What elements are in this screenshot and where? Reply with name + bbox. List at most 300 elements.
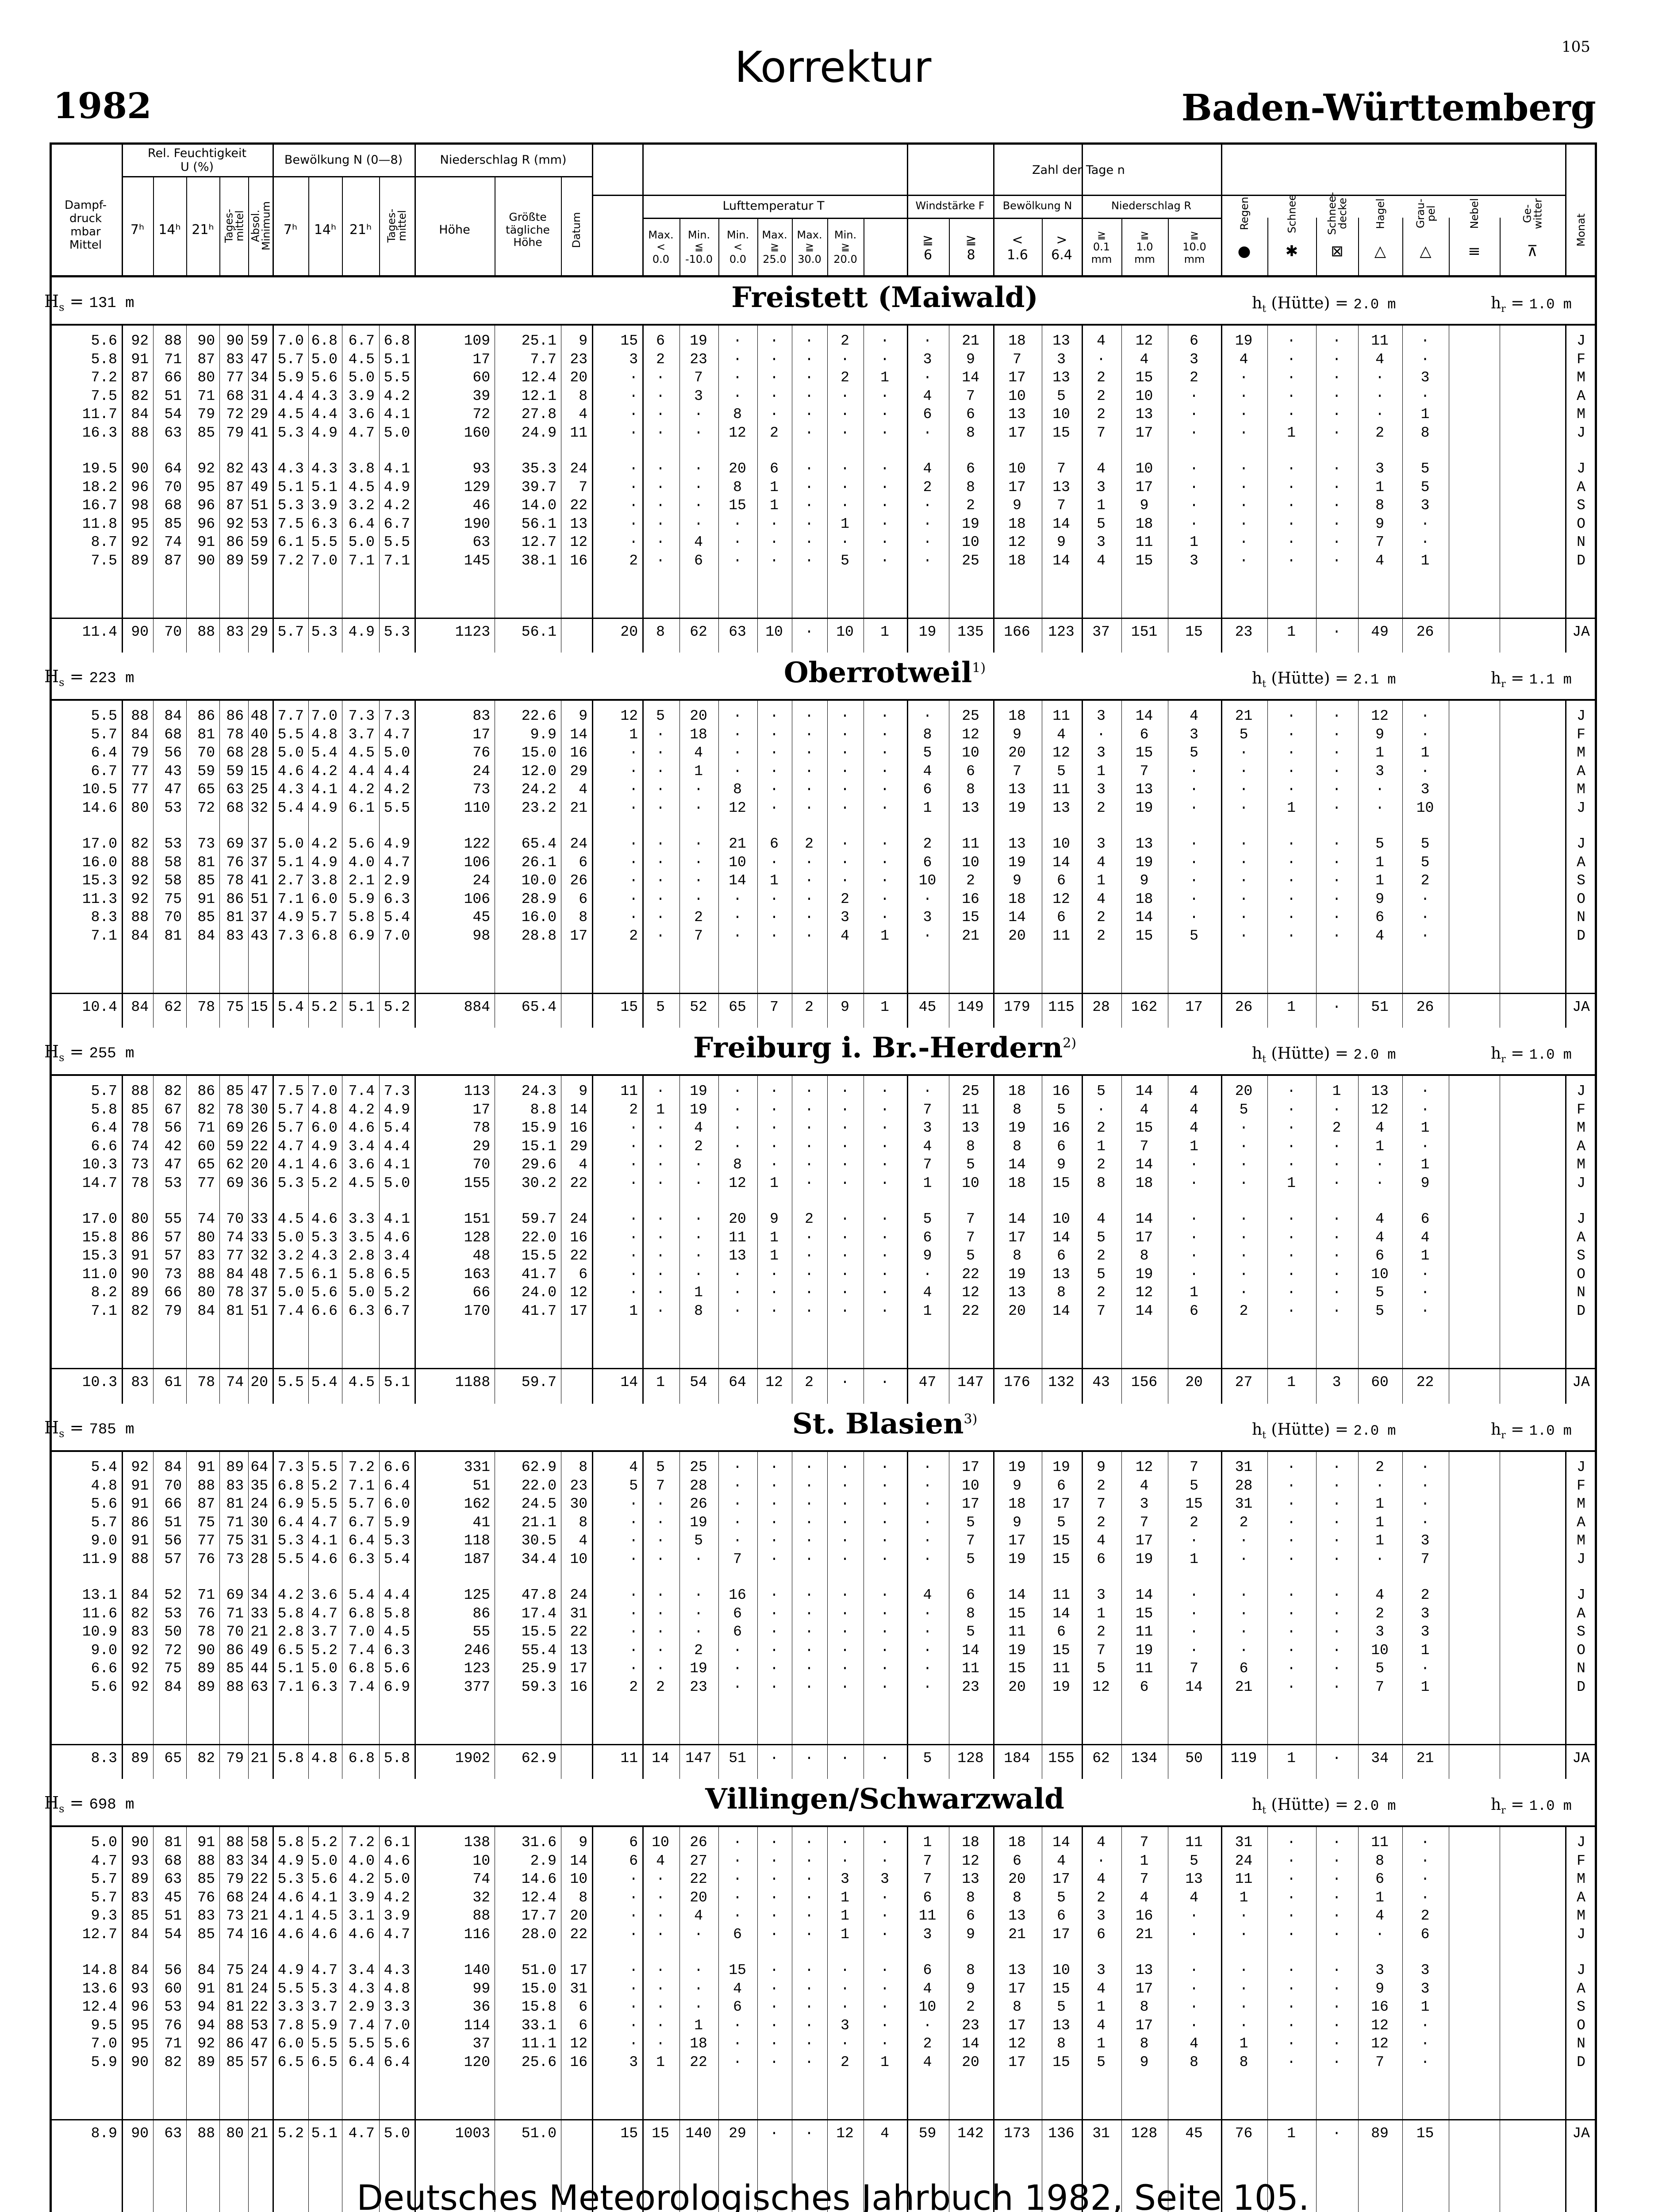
data-cell: 5.5 xyxy=(308,533,338,551)
data-cell: · xyxy=(827,762,863,780)
data-cell: · xyxy=(1316,799,1357,817)
annual-cell: 4.9 xyxy=(342,623,375,641)
data-cell: · xyxy=(1402,387,1448,405)
station-footnote-mark: 1) xyxy=(972,661,986,676)
data-cell: 74 xyxy=(415,1870,490,1888)
data-cell: 4.6 xyxy=(308,1550,338,1568)
data-cell: 20 xyxy=(718,1210,756,1228)
data-cell: 18 xyxy=(949,1833,992,1851)
data-cell: 3 xyxy=(1082,780,1121,799)
data-cell: 128 xyxy=(415,1229,490,1247)
data-cell: 5 xyxy=(1042,1513,1081,1532)
data-cell: · xyxy=(792,927,826,945)
data-cell: 18 xyxy=(993,332,1041,350)
data-cell: · xyxy=(827,2035,863,2053)
data-cell: 26 xyxy=(679,1833,718,1851)
data-cell: 5.2 xyxy=(379,1283,410,1302)
data-cell: 9 xyxy=(993,496,1041,515)
annual-cell: 15 xyxy=(642,2124,679,2143)
data-cell: 88 xyxy=(415,1907,490,1925)
data-cell: 5 xyxy=(949,1623,992,1641)
data-cell: · xyxy=(792,1998,826,2016)
data-cell: 6.3 xyxy=(308,1678,338,1696)
annual-cell: · xyxy=(1316,998,1357,1016)
data-cell: 6.7 xyxy=(379,1302,410,1320)
data-cell: 13 xyxy=(993,1907,1041,1925)
data-cell: 1 xyxy=(1221,2035,1267,2053)
data-cell: · xyxy=(1168,1641,1220,1659)
data-cell: 75 xyxy=(186,1513,215,1532)
data-cell: 41 xyxy=(248,872,268,890)
data-cell: 86 xyxy=(219,1641,244,1659)
month-label: F xyxy=(1565,1101,1597,1119)
data-cell: 41.7 xyxy=(495,1302,557,1320)
data-cell: · xyxy=(827,744,863,762)
annual-cell: 2 xyxy=(792,1373,826,1391)
data-cell: 10 xyxy=(993,387,1041,405)
data-cell: · xyxy=(864,835,906,853)
data-cell: 21 xyxy=(1221,1678,1267,1696)
data-cell: 12 xyxy=(592,707,638,725)
data-cell: 17.7 xyxy=(495,1907,557,1925)
data-cell: 1 xyxy=(907,1833,948,1851)
data-cell: · xyxy=(1316,2016,1357,2035)
data-cell: 23.2 xyxy=(495,799,557,817)
data-cell: · xyxy=(1316,1101,1357,1119)
data-cell: 4 xyxy=(561,780,587,799)
data-cell: 77 xyxy=(122,780,149,799)
data-cell: 6 xyxy=(1358,908,1401,926)
data-cell: · xyxy=(718,1852,756,1870)
data-cell: 11 xyxy=(1221,1870,1267,1888)
data-cell: 29.6 xyxy=(495,1156,557,1174)
data-cell: · xyxy=(1168,387,1220,405)
data-cell: 16 xyxy=(949,890,992,908)
data-cell: 36 xyxy=(248,1174,268,1192)
data-cell: 84 xyxy=(153,707,182,725)
data-cell: 9 xyxy=(561,1082,587,1100)
data-cell: 32 xyxy=(248,1247,268,1265)
data-cell: 6 xyxy=(993,1852,1041,1870)
data-cell: · xyxy=(592,1925,638,1943)
data-cell: 91 xyxy=(122,1477,149,1495)
data-cell: · xyxy=(1316,1678,1357,1696)
data-cell: 6 xyxy=(1042,1623,1081,1641)
data-cell: · xyxy=(1402,1458,1448,1476)
data-cell: 65.4 xyxy=(495,835,557,853)
data-cell: · xyxy=(907,1495,948,1513)
data-cell: 95 xyxy=(122,2035,149,2053)
data-cell: 14 xyxy=(1121,1302,1167,1320)
data-cell: 1 xyxy=(757,496,791,515)
data-cell: 3.4 xyxy=(342,1137,375,1156)
data-cell: · xyxy=(642,726,679,744)
data-cell: · xyxy=(827,1119,863,1137)
data-cell: 7.2 xyxy=(273,552,304,570)
data-cell: · xyxy=(1221,1925,1267,1943)
data-cell: 85 xyxy=(122,1907,149,1925)
data-cell: 47.8 xyxy=(495,1586,557,1604)
data-cell: 94 xyxy=(186,2016,215,2035)
annual-cell: 4.7 xyxy=(342,2124,375,2143)
data-cell: 24 xyxy=(248,1889,268,1907)
month-label: J xyxy=(1565,460,1597,478)
annual-cell: 5 xyxy=(642,998,679,1016)
data-cell: 15 xyxy=(1121,369,1167,387)
data-cell: 3.2 xyxy=(342,496,375,515)
data-cell: 11 xyxy=(1168,1833,1220,1851)
data-cell: · xyxy=(592,1137,638,1156)
data-cell: 2 xyxy=(907,835,948,853)
data-cell: 1 xyxy=(1121,1852,1167,1870)
data-cell: 5.5 xyxy=(308,1495,338,1513)
data-cell: 71 xyxy=(153,350,182,369)
data-cell: · xyxy=(718,744,756,762)
data-cell: 29 xyxy=(415,1137,490,1156)
data-cell: 1 xyxy=(1402,405,1448,423)
data-cell: · xyxy=(792,1961,826,1979)
data-cell: 1 xyxy=(592,1302,638,1320)
data-cell: 118 xyxy=(415,1532,490,1550)
annual-cell: 82 xyxy=(186,1749,215,1767)
data-cell: · xyxy=(827,853,863,872)
station-height-label: $H_s = 131$ m xyxy=(44,292,134,314)
data-cell: 6 xyxy=(949,762,992,780)
data-cell: 1 xyxy=(1267,424,1315,442)
data-cell: 20 xyxy=(561,369,587,387)
data-cell: 5.2 xyxy=(308,1641,338,1659)
station-name xyxy=(487,656,1283,689)
data-cell: 6.0 xyxy=(379,1495,410,1513)
data-cell: 4.9 xyxy=(273,1852,304,1870)
data-cell: 66 xyxy=(415,1283,490,1302)
data-cell: · xyxy=(718,1495,756,1513)
data-cell: · xyxy=(864,1265,906,1283)
data-cell: · xyxy=(718,707,756,725)
data-cell: 3.7 xyxy=(342,726,375,744)
data-cell: 6 xyxy=(907,1229,948,1247)
data-cell: · xyxy=(827,1852,863,1870)
data-cell: 30 xyxy=(561,1495,587,1513)
data-cell: 4.9 xyxy=(308,853,338,872)
data-cell: · xyxy=(1267,1156,1315,1174)
data-cell: 10 xyxy=(561,1870,587,1888)
data-cell: 6.4 xyxy=(379,1477,410,1495)
month-label: N xyxy=(1565,1283,1597,1302)
data-cell: 2.8 xyxy=(342,1247,375,1265)
data-cell: · xyxy=(757,1156,791,1174)
data-cell: 77 xyxy=(219,1247,244,1265)
data-cell: 89 xyxy=(122,1283,149,1302)
data-cell: 15.1 xyxy=(495,1137,557,1156)
data-cell: 13 xyxy=(949,799,992,817)
data-cell: · xyxy=(864,1678,906,1696)
annual-cell: 45 xyxy=(1168,2124,1220,2143)
data-cell: 75 xyxy=(219,1961,244,1979)
data-cell: 5 xyxy=(1042,387,1081,405)
data-cell: 19 xyxy=(1121,1550,1167,1568)
data-cell: · xyxy=(679,405,718,423)
data-cell: 91 xyxy=(186,1833,215,1851)
data-cell: 19 xyxy=(1221,332,1267,350)
data-cell: 5 xyxy=(642,707,679,725)
data-cell: · xyxy=(642,780,679,799)
data-cell: 14.0 xyxy=(495,496,557,515)
data-cell: 84 xyxy=(219,1265,244,1283)
data-cell: · xyxy=(592,1961,638,1979)
data-cell: · xyxy=(757,1283,791,1302)
data-cell: 3.2 xyxy=(273,1247,304,1265)
data-cell: · xyxy=(827,460,863,478)
data-cell: · xyxy=(642,1229,679,1247)
data-cell: 1 xyxy=(827,1889,863,1907)
data-cell: 24.3 xyxy=(495,1082,557,1100)
data-cell: 12 xyxy=(718,424,756,442)
data-cell: 3 xyxy=(1358,762,1401,780)
month-label: A xyxy=(1565,1137,1597,1156)
data-cell: 37 xyxy=(248,835,268,853)
data-cell: · xyxy=(592,424,638,442)
data-cell: · xyxy=(1221,552,1267,570)
data-cell: · xyxy=(1316,1925,1357,1943)
data-cell: 86 xyxy=(219,890,244,908)
data-cell: 1 xyxy=(864,927,906,945)
data-cell: 14 xyxy=(1042,552,1081,570)
data-cell: 93 xyxy=(122,1980,149,1998)
month-label: A xyxy=(1565,1229,1597,1247)
data-cell: · xyxy=(718,1659,756,1678)
data-cell: · xyxy=(1358,799,1401,817)
data-cell: 9 xyxy=(1402,1174,1448,1192)
data-cell: · xyxy=(792,1641,826,1659)
data-cell: 14 xyxy=(1042,1833,1081,1851)
data-cell: 24 xyxy=(415,762,490,780)
data-cell: 17.0 xyxy=(50,1210,117,1228)
data-cell: 6.9 xyxy=(273,1495,304,1513)
data-cell: · xyxy=(592,478,638,496)
data-cell: 85 xyxy=(186,908,215,926)
annual-cell: 5.8 xyxy=(379,1749,410,1767)
month-label: F xyxy=(1565,1852,1597,1870)
data-cell: · xyxy=(1221,460,1267,478)
data-cell: 4 xyxy=(1082,1980,1121,1998)
data-cell: 85 xyxy=(122,1101,149,1119)
data-cell: · xyxy=(1316,1174,1357,1192)
data-cell: 2 xyxy=(679,908,718,926)
data-cell: 1 xyxy=(827,1925,863,1943)
data-cell: 1 xyxy=(1358,1532,1401,1550)
data-cell: 3 xyxy=(1358,1961,1401,1979)
data-cell: · xyxy=(757,1119,791,1137)
data-cell: 31 xyxy=(561,1980,587,1998)
data-cell: · xyxy=(679,890,718,908)
data-cell: 1 xyxy=(1358,478,1401,496)
data-cell: 11 xyxy=(561,424,587,442)
data-cell: 4 xyxy=(1121,350,1167,369)
data-cell: 35.3 xyxy=(495,460,557,478)
hail-icon: △ xyxy=(1358,242,1402,273)
data-cell: 17 xyxy=(993,1532,1041,1550)
data-cell: 14 xyxy=(1121,707,1167,725)
station-height-label: $H_s = 223$ m xyxy=(44,667,134,689)
data-cell: 8 xyxy=(993,1101,1041,1119)
data-cell: 7 xyxy=(907,1156,948,1174)
data-cell: 13 xyxy=(949,1870,992,1888)
data-cell: 5.0 xyxy=(379,1174,410,1192)
data-cell: 28 xyxy=(248,1550,268,1568)
data-cell: · xyxy=(679,478,718,496)
data-cell: · xyxy=(1402,890,1448,908)
data-cell: 20 xyxy=(993,744,1041,762)
data-cell: · xyxy=(592,780,638,799)
data-cell: · xyxy=(1316,1641,1357,1659)
data-cell: 86 xyxy=(186,1082,215,1100)
data-cell: 84 xyxy=(122,1586,149,1604)
data-cell: · xyxy=(679,799,718,817)
data-cell: · xyxy=(642,1495,679,1513)
data-cell: 26 xyxy=(248,1119,268,1137)
data-cell: 59 xyxy=(248,332,268,350)
data-cell: 22 xyxy=(248,1137,268,1156)
data-cell: · xyxy=(1316,2053,1357,2071)
data-cell: 4.6 xyxy=(308,1210,338,1228)
data-cell: 4.6 xyxy=(308,1925,338,1943)
data-cell: 12.1 xyxy=(495,387,557,405)
data-cell: 3 xyxy=(1402,1961,1448,1979)
data-cell: · xyxy=(1267,1495,1315,1513)
data-cell: · xyxy=(1221,387,1267,405)
data-cell: · xyxy=(592,1889,638,1907)
data-cell: 88 xyxy=(186,1852,215,1870)
data-cell: 7 xyxy=(949,1210,992,1228)
data-cell: 1 xyxy=(1402,744,1448,762)
data-cell: · xyxy=(1221,369,1267,387)
data-cell: · xyxy=(1168,1907,1220,1925)
data-cell: · xyxy=(1168,780,1220,799)
data-cell: 73 xyxy=(153,1265,182,1283)
data-cell: 2 xyxy=(792,1210,826,1228)
data-cell: 53 xyxy=(153,1998,182,2016)
data-cell: · xyxy=(642,1210,679,1228)
data-cell: · xyxy=(757,1477,791,1495)
data-cell: 1 xyxy=(1402,552,1448,570)
data-cell: 31 xyxy=(248,387,268,405)
data-cell: · xyxy=(1221,1283,1267,1302)
data-cell: 62 xyxy=(219,1156,244,1174)
data-cell: 19 xyxy=(993,799,1041,817)
data-cell: 86 xyxy=(122,1229,149,1247)
data-cell: 3.9 xyxy=(379,1907,410,1925)
data-cell: · xyxy=(907,1678,948,1696)
data-cell: · xyxy=(592,853,638,872)
annual-cell: 5.3 xyxy=(308,623,338,641)
month-label: O xyxy=(1565,515,1597,533)
data-cell: 36 xyxy=(415,1998,490,2016)
data-cell: 16.0 xyxy=(50,853,117,872)
data-cell: 13 xyxy=(1042,478,1081,496)
data-cell: 78 xyxy=(219,1101,244,1119)
data-cell: · xyxy=(1168,405,1220,423)
data-cell: · xyxy=(757,1513,791,1532)
data-cell: 18 xyxy=(993,1082,1041,1100)
data-cell: 14.8 xyxy=(50,1961,117,1979)
data-cell: 24.9 xyxy=(495,424,557,442)
data-cell: · xyxy=(864,1458,906,1476)
data-cell: 2 xyxy=(1402,1907,1448,1925)
data-cell: · xyxy=(907,332,948,350)
data-cell: 24 xyxy=(1221,1852,1267,1870)
data-cell: 16 xyxy=(561,552,587,570)
data-cell: · xyxy=(792,1925,826,1943)
data-cell: 47 xyxy=(153,1156,182,1174)
data-cell: · xyxy=(592,1659,638,1678)
data-cell: 56 xyxy=(153,1532,182,1550)
header-wind-threshold: ≧ 8 xyxy=(949,221,993,274)
data-cell: · xyxy=(792,1082,826,1100)
data-cell: 24 xyxy=(561,1586,587,1604)
data-cell: · xyxy=(1267,496,1315,515)
data-cell: 6.1 xyxy=(273,533,304,551)
data-cell: 7 xyxy=(1042,460,1081,478)
data-cell: 71 xyxy=(186,1119,215,1137)
data-cell: 73 xyxy=(219,1550,244,1568)
data-cell: 14 xyxy=(993,1156,1041,1174)
data-cell: · xyxy=(1358,405,1401,423)
data-cell: · xyxy=(792,552,826,570)
data-cell: 83 xyxy=(219,1852,244,1870)
data-cell: 8.2 xyxy=(50,1283,117,1302)
fog-icon: ≡ xyxy=(1449,242,1500,273)
data-cell: · xyxy=(757,369,791,387)
data-cell: 6 xyxy=(907,780,948,799)
data-cell: 7 xyxy=(1121,1870,1167,1888)
data-cell: 10.9 xyxy=(50,1623,117,1641)
data-cell: · xyxy=(1402,762,1448,780)
data-cell: 18 xyxy=(1121,890,1167,908)
annual-cell: 10 xyxy=(827,623,863,641)
data-cell: · xyxy=(718,1137,756,1156)
data-cell: 2 xyxy=(949,1998,992,2016)
data-cell: · xyxy=(907,1659,948,1678)
station-name-text: Villingen/Schwarzwald xyxy=(705,1782,1064,1816)
data-cell: · xyxy=(718,2053,756,2071)
data-cell: · xyxy=(1316,424,1357,442)
data-cell: 5 xyxy=(1402,853,1448,872)
data-cell: 63 xyxy=(219,780,244,799)
data-cell: 110 xyxy=(415,799,490,817)
data-cell: 4.9 xyxy=(379,835,410,853)
data-cell: 4.7 xyxy=(273,1137,304,1156)
data-cell: 88 xyxy=(153,332,182,350)
data-cell: 70 xyxy=(186,744,215,762)
data-cell: 4 xyxy=(1121,1101,1167,1119)
hut-height: $h_t$ (Hütte) = 2.0 m xyxy=(1252,1421,1396,1441)
data-cell: 6 xyxy=(679,552,718,570)
data-cell: · xyxy=(642,515,679,533)
data-cell: 5.4 xyxy=(379,908,410,926)
data-cell: 7.0 xyxy=(342,1623,375,1641)
annual-cell: · xyxy=(827,1373,863,1391)
data-cell: 59.7 xyxy=(495,1210,557,1228)
data-cell: 6.7 xyxy=(379,515,410,533)
data-cell: 2.8 xyxy=(273,1623,304,1641)
data-cell: 88 xyxy=(122,853,149,872)
data-cell: 15 xyxy=(248,762,268,780)
data-cell: 11 xyxy=(1042,1586,1081,1604)
data-cell: 79 xyxy=(122,744,149,762)
data-cell: 30 xyxy=(248,1101,268,1119)
data-cell: · xyxy=(718,533,756,551)
